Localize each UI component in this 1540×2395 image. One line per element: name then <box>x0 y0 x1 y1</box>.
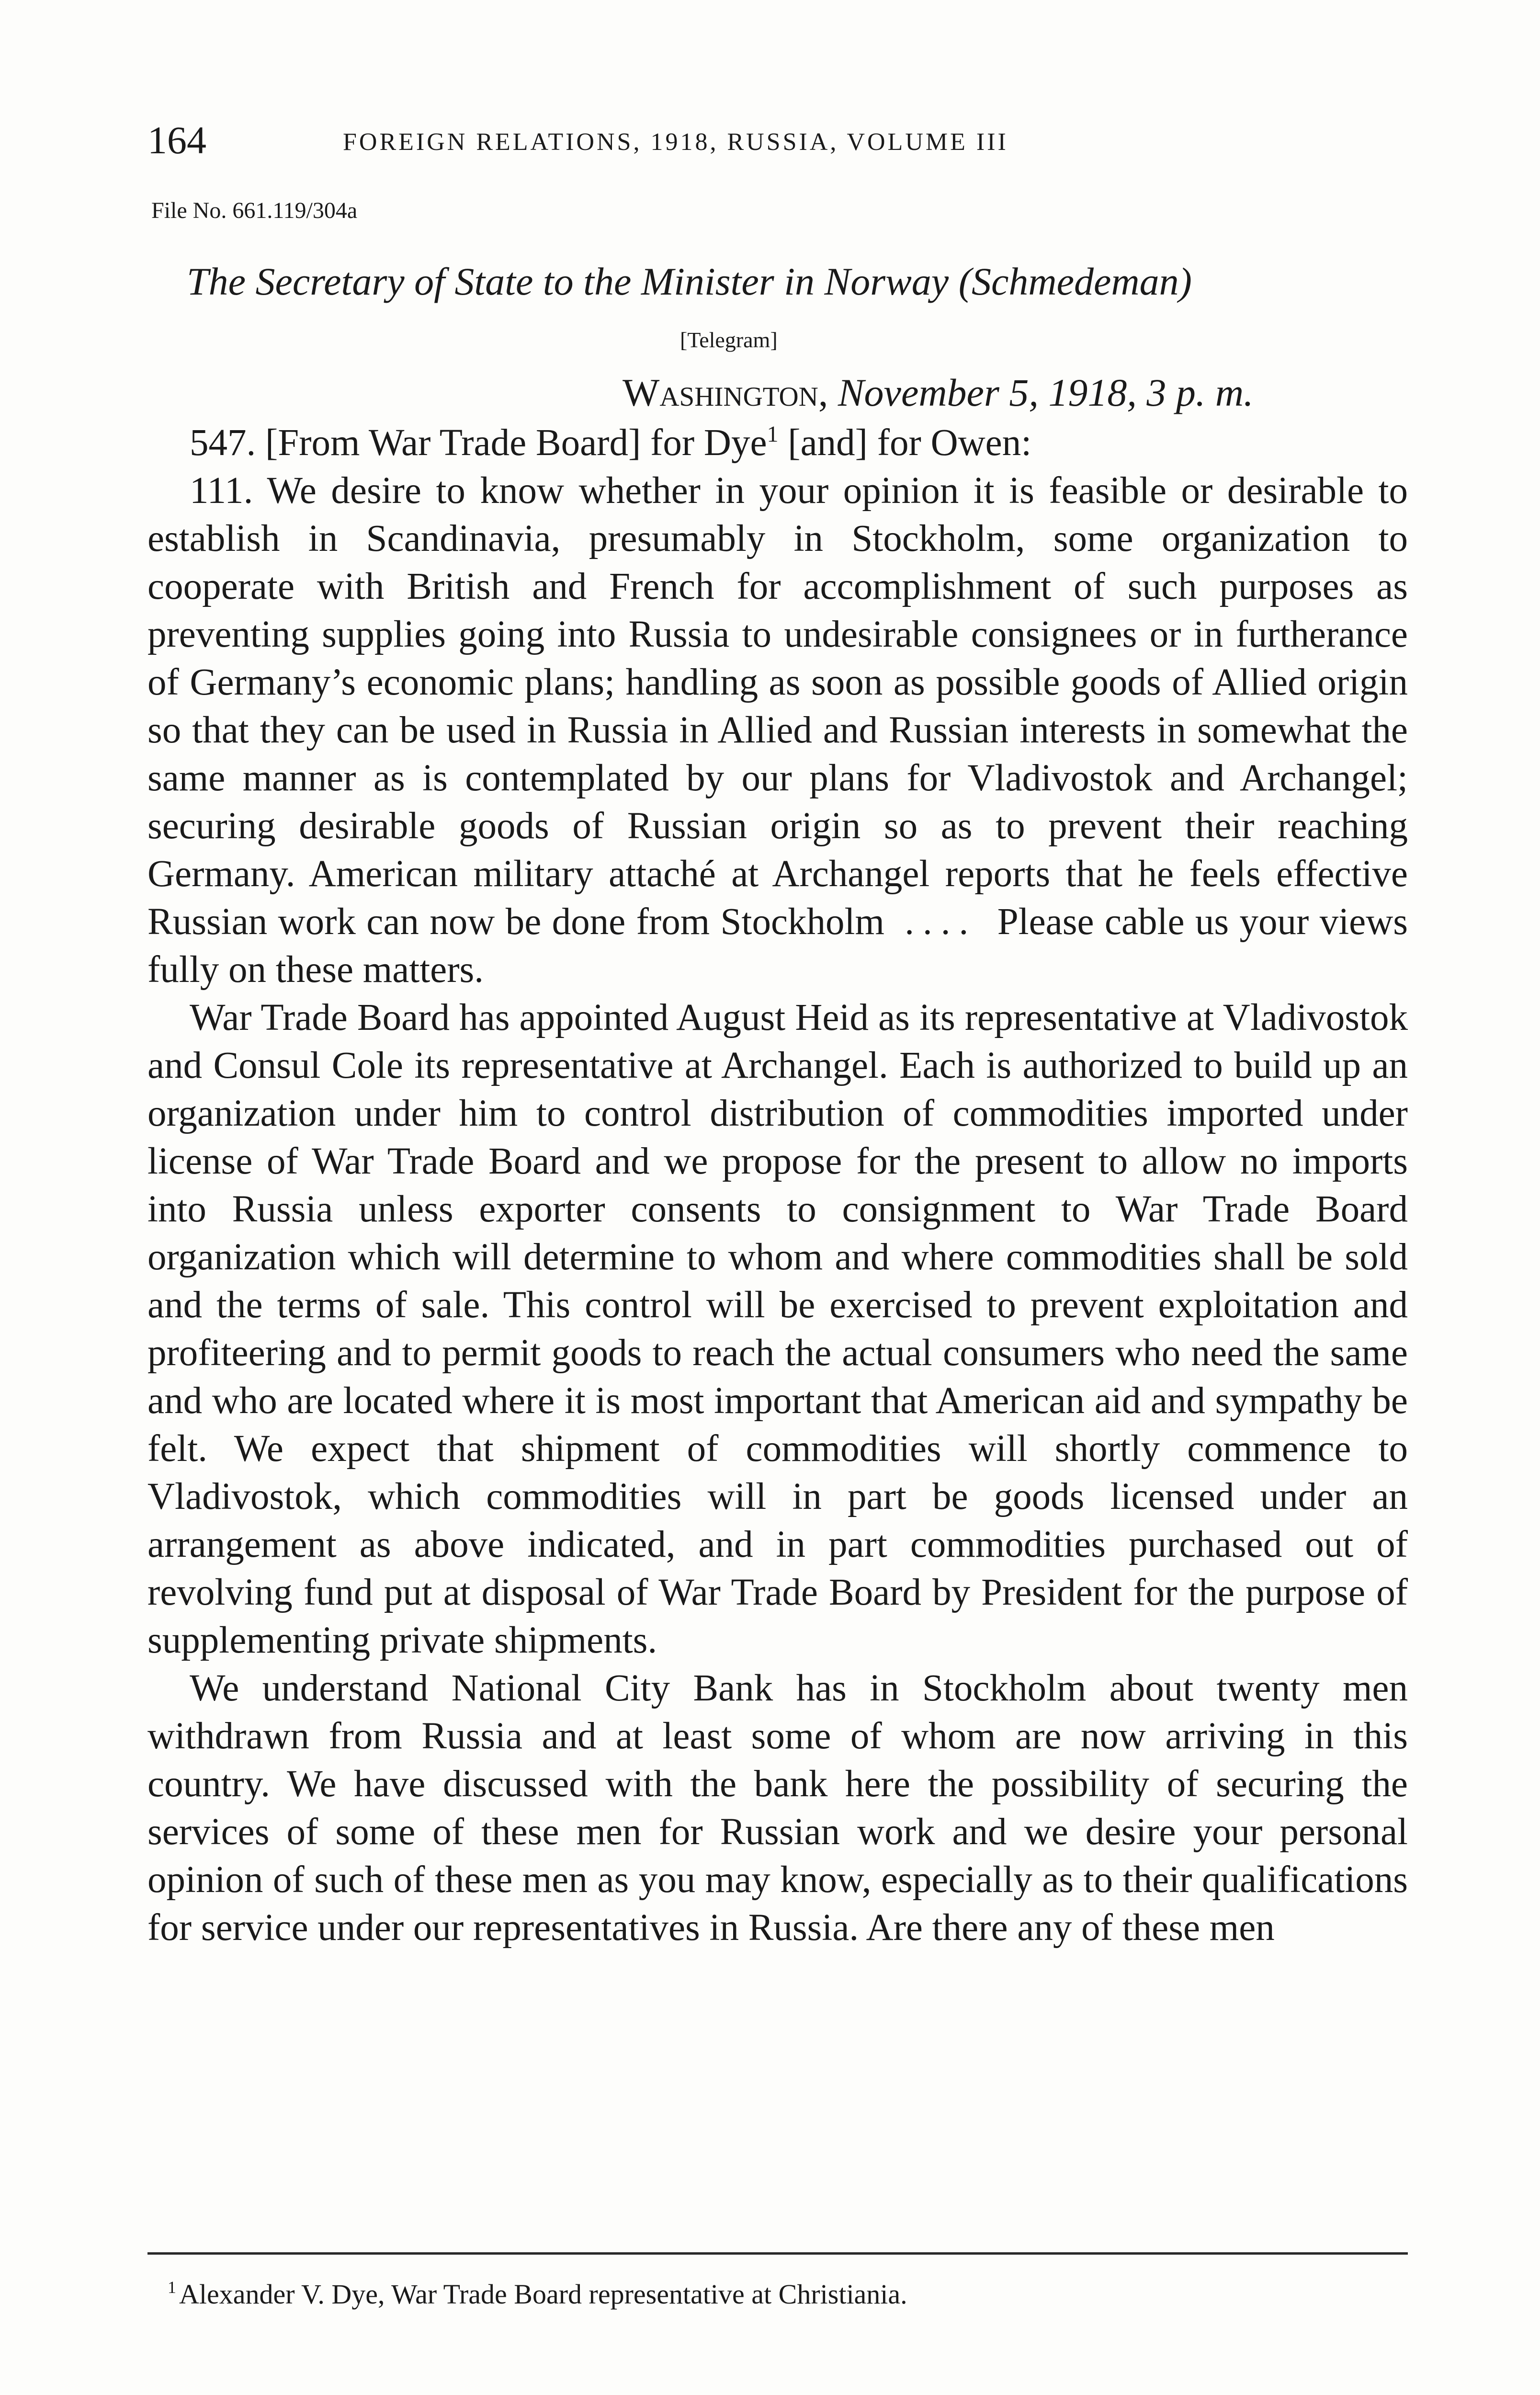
paragraph-text: 111. We desire to know whether in your opinion it is feasible or desirable to establish in Scandinavia, presumably in Stockholm, some organization to cooperate with British and French for accomplishment of such purposes as preventing supplies going into Russia to undesirable consignees or in furtherance of Germany’s economic plans; handling as soon as possible goods of Allied origin so that they can be used in Russia in Allied and Russian interests in somewhat the same manner as is contemplated by our plans for Vladivostok and Archangel; securing desirable goods of Russian origin so as to prevent their reaching Germany. American military attaché at Archangel reports that he feels effective Russian work can now be done from Stockholm <box>147 470 1408 943</box>
footnote-marker: 1 <box>168 2278 176 2297</box>
paragraph <box>147 467 1408 994</box>
page-number: 164 <box>147 118 206 162</box>
running-head: FOREIGN RELATIONS, 1918, RUSSIA, VOLUME III <box>343 128 1008 156</box>
dateline-place: Washington, <box>623 371 828 414</box>
page-header <box>147 119 1412 162</box>
title-recipient-name: (Schmedeman) <box>958 260 1192 303</box>
document-type: [Telegram] <box>680 328 778 352</box>
ellipsis: .... <box>905 901 977 943</box>
footnote-reference: 1 <box>767 422 779 447</box>
document-title <box>187 259 1413 305</box>
title-sender-recipient: The Secretary of State to the Minister in Norway <box>187 260 949 303</box>
paragraph: War Trade Board has appointed August Heid as its representative at Vladivostok and Consul Cole its representative at Archangel. Each is authorized to build up an organization under him to control distribution of commodities imported under license of War Trade Board and we propose for the present to allow no imports into Russia unless exporter consents to consignment to War Trade Board organization which will determine to whom and where commodities shall be sold and the terms of sale. This control will be exercised to prevent exploitation and profiteering and to permit goods to reach the actual consumers who need the same and who are located where it is most important that American aid and sympathy be felt. We expect that shipment of commodities will shortly commence to Vladivostok, which commodities will in part be goods licensed under an arrangement as above indicated, and in part commodities purchased out of revolving fund put at disposal of War Trade Board by President for the purpose of supplementing private shipments. <box>147 997 1408 1661</box>
paragraph-text: 547. [From War Trade Board] for Dye <box>190 422 767 464</box>
footnote-divider <box>147 2252 1408 2255</box>
file-number: File No. 661.119/304a <box>151 198 358 223</box>
paragraph <box>147 419 1408 467</box>
paragraph-text: Please cable us your views fully on these matters. <box>147 901 1408 991</box>
dateline <box>623 370 1254 416</box>
footnote <box>168 2276 907 2313</box>
dateline-date: November 5, 1918, 3 p. m. <box>838 371 1254 414</box>
footnote-text: Alexander V. Dye, War Trade Board representative at Christiania. <box>179 2279 907 2310</box>
paragraph: We understand National City Bank has in Stockholm about twenty men withdrawn from Russia and at least some of whom are now arriving in this country. We have discussed with the bank here the possibility of securing the services of some of these men for Russian work and we desire your personal opinion of such of these men as you may know, especially as to their qualifications for service under our representatives in Russia. Are there any of these men <box>147 1667 1408 1949</box>
paragraph-text: [and] for Owen: <box>778 422 1032 464</box>
telegram-body <box>147 419 1408 1952</box>
